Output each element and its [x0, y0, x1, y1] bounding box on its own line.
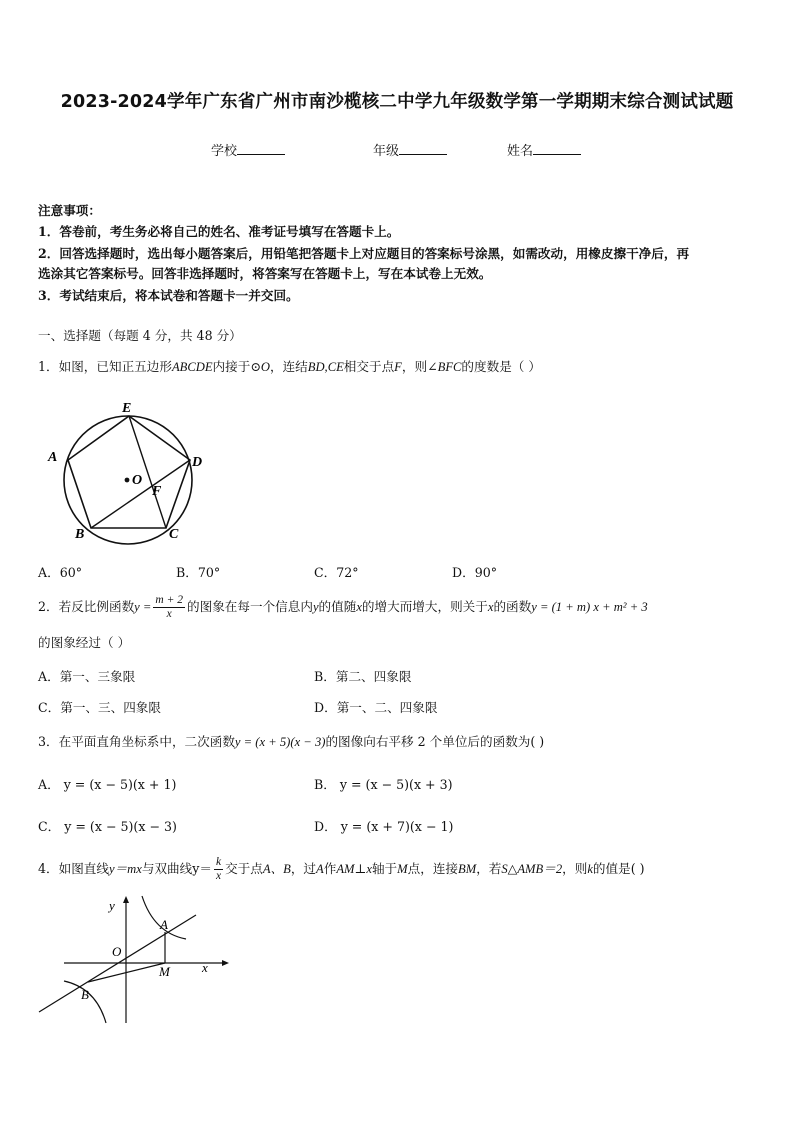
q1-option-a[interactable]: A．60°: [38, 565, 83, 580]
q4-denominator: x: [215, 870, 222, 882]
school-blank: [237, 142, 285, 155]
q2-option-c[interactable]: C．第一、三、四象限: [38, 700, 161, 715]
question-3: [38, 732, 544, 752]
label-a: A: [48, 450, 58, 465]
q3-text: 3．在平面直角坐标系中，二次函数: [38, 734, 235, 749]
q2-fraction: [153, 594, 185, 621]
note-3: 3．考试结束后，将本试卷和答题卡一并交回。: [38, 288, 299, 303]
q1-option-b[interactable]: B．70°: [176, 565, 221, 580]
q2-text: 的增大而增大，则关于: [361, 599, 488, 614]
note-2b: 选涂其它答案标号。回答非选择题时，将答案写在答题卡上，写在本试卷上无效。: [38, 266, 492, 281]
x-axis-arrow: [222, 960, 229, 966]
notes-heading: 注意事项：: [38, 203, 101, 218]
q4-math: y＝mx: [108, 862, 142, 876]
label-c: C: [169, 527, 179, 542]
q4-text: ，若: [476, 861, 502, 876]
note-2a: 2．回答选择题时，选出每小题答案后，用铅笔把答题卡上对应题目的答案标号涂黑，如需改动，用橡皮擦干净后，再: [38, 246, 690, 261]
q3-function: y = (x + 5)(x − 3): [234, 735, 326, 749]
section-heading: 一、选择题（每题 4 分，共 48 分）: [38, 328, 242, 343]
center-dot: [125, 478, 130, 483]
segment-ce: [129, 416, 166, 528]
q3-option-b[interactable]: B． y = (x − 5)(x + 3): [314, 777, 453, 792]
q4-math: BM: [458, 862, 477, 876]
q1-text: ，则∠: [401, 359, 438, 374]
q3-text: 的图像向右平移 2 个单位后的函数为( ): [325, 734, 545, 749]
label-o: O: [112, 944, 122, 959]
q4-fraction: [214, 856, 223, 883]
q2-function: y = (1 + m) x + m² + 3: [531, 600, 648, 614]
label-o: O: [132, 473, 143, 488]
q1-math: ABCDE: [171, 360, 213, 374]
q4-math: AM⊥x: [336, 862, 372, 876]
grade-label: 年级: [373, 144, 400, 159]
q2-math: y =: [134, 600, 152, 614]
label-b: B: [81, 987, 89, 1002]
q2-denominator: x: [166, 608, 172, 620]
q2-math: x: [356, 600, 362, 614]
q4-text: 4．如图直线: [38, 861, 109, 876]
q4-text: 点，连接: [407, 861, 458, 876]
q2-line2: 的图象经过（ ）: [38, 635, 131, 650]
q2-math: y: [312, 600, 319, 614]
q2-text: 2．若反比例函数: [38, 599, 135, 614]
y-axis-arrow: [123, 896, 129, 903]
question-2: [38, 594, 648, 621]
q4-math: k: [587, 862, 593, 876]
q2-option-b[interactable]: B．第二、四象限: [314, 669, 412, 684]
label-f: F: [152, 484, 162, 499]
q1-option-d[interactable]: D．90°: [452, 565, 498, 580]
label-a: A: [160, 917, 168, 932]
q2-text: 的函数: [493, 599, 532, 614]
q1-option-c[interactable]: C．72°: [314, 565, 359, 580]
q4-math: M: [397, 862, 408, 876]
q4-text: ，过: [290, 861, 317, 876]
q1-text: 1．如图，已知正五边形: [38, 359, 172, 374]
q2-text: 的值随: [318, 599, 357, 614]
school-label: 学校: [211, 144, 238, 159]
q2-numerator: m + 2: [155, 594, 183, 606]
q4-text: 轴于: [371, 861, 398, 876]
q1-math: O: [260, 360, 270, 374]
q1-math: BFC: [437, 360, 462, 374]
school-field: [211, 140, 285, 159]
question-1: [38, 357, 541, 377]
q4-math: S△AMB＝2: [501, 862, 563, 876]
segment-bd: [91, 460, 190, 528]
q1-text: 内接于⊙: [212, 359, 261, 374]
label-y: y: [109, 898, 115, 913]
page-title: 2023-2024学年广东省广州市南沙榄核二中学九年级数学第一学期期末综合测试试题: [60, 92, 734, 112]
question-4: [38, 856, 645, 883]
q1-text: 的度数是（ ）: [461, 359, 541, 374]
note-1: 1．答卷前，考生务必将自己的姓名、准考证号填写在答题卡上。: [38, 224, 400, 239]
label-d: D: [192, 455, 203, 470]
q4-text: 的值是( ): [592, 861, 645, 876]
q2-option-a[interactable]: A．第一、三象限: [38, 669, 136, 684]
q3-option-d[interactable]: D． y = (x + 7)(x − 1): [314, 819, 454, 834]
q4-math: A: [316, 862, 324, 876]
hyperbola-figure: [36, 893, 236, 1028]
q2-text: 的图象在每一个信息内: [187, 599, 313, 614]
q3-option-a[interactable]: A． y = (x − 5)(x + 1): [38, 777, 177, 792]
q4-text: 与双曲线y＝: [141, 861, 212, 876]
grade-blank: [399, 142, 447, 155]
q1-text: ，连结: [269, 359, 308, 374]
q4-text: 交于点: [225, 861, 263, 876]
q4-math: A、B: [262, 862, 291, 876]
q2-math: x: [487, 600, 494, 614]
label-e: E: [122, 401, 132, 416]
q1-math: F: [394, 360, 402, 374]
name-blank: [533, 142, 581, 155]
label-b: B: [75, 527, 85, 542]
q1-math: BD,CE: [307, 360, 344, 374]
name-field: [507, 140, 581, 159]
q4-text: 作: [323, 861, 337, 876]
label-x: x: [202, 960, 208, 975]
grade-field: [373, 140, 447, 159]
q4-text: ，则: [562, 861, 588, 876]
q3-option-c[interactable]: C． y = (x − 5)(x − 3): [38, 819, 177, 834]
label-m: M: [159, 964, 170, 979]
name-label: 姓名: [507, 144, 534, 159]
pentagon-circle-figure: [40, 395, 210, 545]
q2-option-d[interactable]: D．第一、二、四象限: [314, 700, 438, 715]
q1-text: 相交于点: [343, 359, 395, 374]
q4-numerator: k: [215, 856, 222, 868]
